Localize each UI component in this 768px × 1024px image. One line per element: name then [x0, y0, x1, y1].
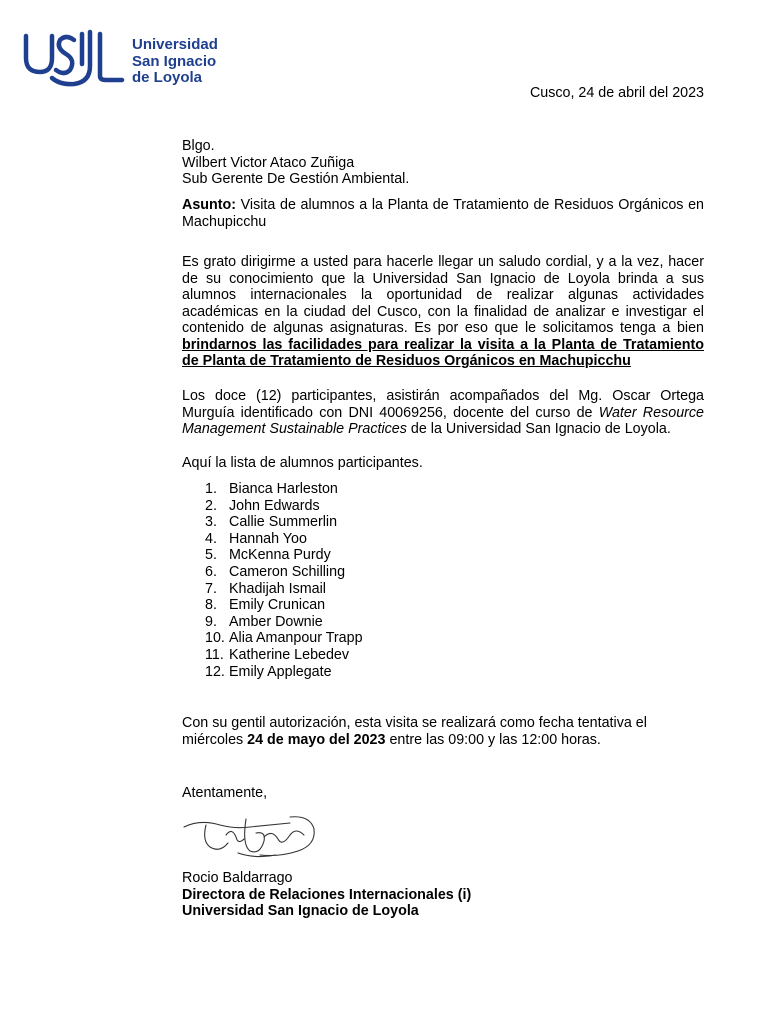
list-item: [205, 630, 363, 647]
list-item-name: Emily Crunican: [229, 597, 326, 614]
list-item-name: John Edwards: [229, 497, 320, 514]
recipient-position: Sub Gerente De Gestión Ambiental.: [182, 171, 410, 187]
list-item-name: Bianca Harleston: [229, 481, 338, 497]
logo-line-3: de Loyola: [132, 69, 203, 86]
signer-institution: Universidad San Ignacio de Loyola: [182, 903, 419, 919]
list-item-name: McKenna Purdy: [229, 547, 331, 564]
list-item-name: Amber Downie: [229, 613, 323, 630]
letter-date: Cusco, 24 de abril del 2023: [529, 85, 704, 101]
paragraph-participants-end: de la Universidad San Ignacio de Loyola.: [410, 421, 671, 437]
list-item: [205, 564, 363, 581]
list-item-name: Callie Summerlin: [229, 514, 338, 531]
list-item: [205, 597, 363, 614]
list-item-number: 11.: [205, 646, 224, 663]
list-item: [205, 647, 363, 664]
signer-role: Directora de Relaciones Internacionales (i): [182, 886, 472, 903]
visit-date-bold: 24 de mayo del 2023: [247, 731, 386, 748]
list-item: [205, 531, 363, 548]
subject-text: Visita de alumnos a la Planta de Tratamiento de Residuos Orgánicos en Machupicchu: [182, 197, 704, 230]
list-item-number: 5.: [205, 547, 217, 564]
paragraph-participants-start: Los doce (12) participantes, asistirán acompañados del Mg. Oscar Ortega Murguía identificado con DNI 40069256, docente del curso de: [182, 388, 704, 421]
list-item-number: 6.: [205, 563, 217, 580]
list-item-name: Katherine Lebedev: [229, 646, 350, 663]
list-item-number: 1.: [205, 481, 217, 497]
list-item-number: 3.: [205, 514, 217, 531]
paragraph-request-emphasis: brindarnos las facilidades para realizar la visita a la Planta de Tratamiento de Planta de Tratamiento de Residuos Orgánicos en Machupicchu: [182, 336, 704, 369]
paragraph-visit-date: [182, 715, 704, 748]
recipient-name: Wilbert Victor Ataco Zuñiga: [182, 154, 355, 171]
course-name: Water Resource Management Sustainable Practices: [182, 404, 704, 437]
list-item-number: 10.: [205, 630, 225, 647]
recipient-block: [182, 138, 704, 188]
list-item-number: 7.: [205, 580, 217, 597]
list-item-name: Alia Amanpour Trapp: [229, 630, 363, 647]
list-item-name: Cameron Schilling: [229, 563, 346, 580]
list-item: [205, 614, 363, 631]
list-item-number: 9.: [205, 613, 217, 630]
paragraph-visit-date-start: Con su gentil autorización, esta visita se realizará como fecha tentativa el miércoles: [182, 715, 647, 748]
list-item: [205, 498, 363, 515]
paragraph-request-text: Es grato dirigirme a usted para hacerle llegar un saludo cordial, y a la vez, hacer de su conocimiento que la Universidad San Ignacio de Loyola brinda a sus alumnos internacionales la oportunidad de realizar algunas actividades académicas en la ciudad del Cusco, con la finalidad de analizar e investigar el contenido de algunas asignaturas. Es por eso que le solicitamos tenga a bien: [182, 254, 704, 336]
list-item-number: 8.: [205, 597, 217, 614]
university-name-logo: [132, 37, 218, 87]
list-item: [205, 547, 363, 564]
list-item: [205, 581, 363, 598]
logo-line-2: San Ignacio: [132, 52, 217, 70]
paragraph-visit-date-end: entre las 09:00 y las 12:00 horas.: [389, 731, 601, 748]
list-item-name: Emily Applegate: [229, 663, 332, 680]
closing-salutation: Atentamente,: [182, 785, 268, 801]
list-item-name: Hannah Yoo: [229, 530, 307, 547]
signature-block: [182, 870, 704, 920]
paragraph-request: [182, 254, 704, 370]
list-intro: Aquí la lista de alumnos participantes.: [182, 455, 423, 471]
subject-label: Asunto:: [182, 197, 236, 213]
student-list: [205, 481, 363, 680]
list-item: [205, 514, 363, 531]
handwritten-signature: [180, 805, 320, 863]
recipient-title: Blgo.: [182, 138, 215, 154]
list-item: [205, 664, 363, 681]
logo-line-1: Universidad: [132, 36, 218, 53]
paragraph-participants: [182, 388, 704, 438]
list-item-number: 4.: [205, 530, 217, 547]
list-item-name: Khadijah Ismail: [229, 580, 326, 597]
signer-name: Rocio Baldarrago: [182, 870, 293, 886]
list-item: [205, 481, 363, 498]
list-item-number: 2.: [205, 497, 217, 514]
list-item-number: 12.: [205, 663, 225, 680]
subject-line: [182, 197, 704, 230]
